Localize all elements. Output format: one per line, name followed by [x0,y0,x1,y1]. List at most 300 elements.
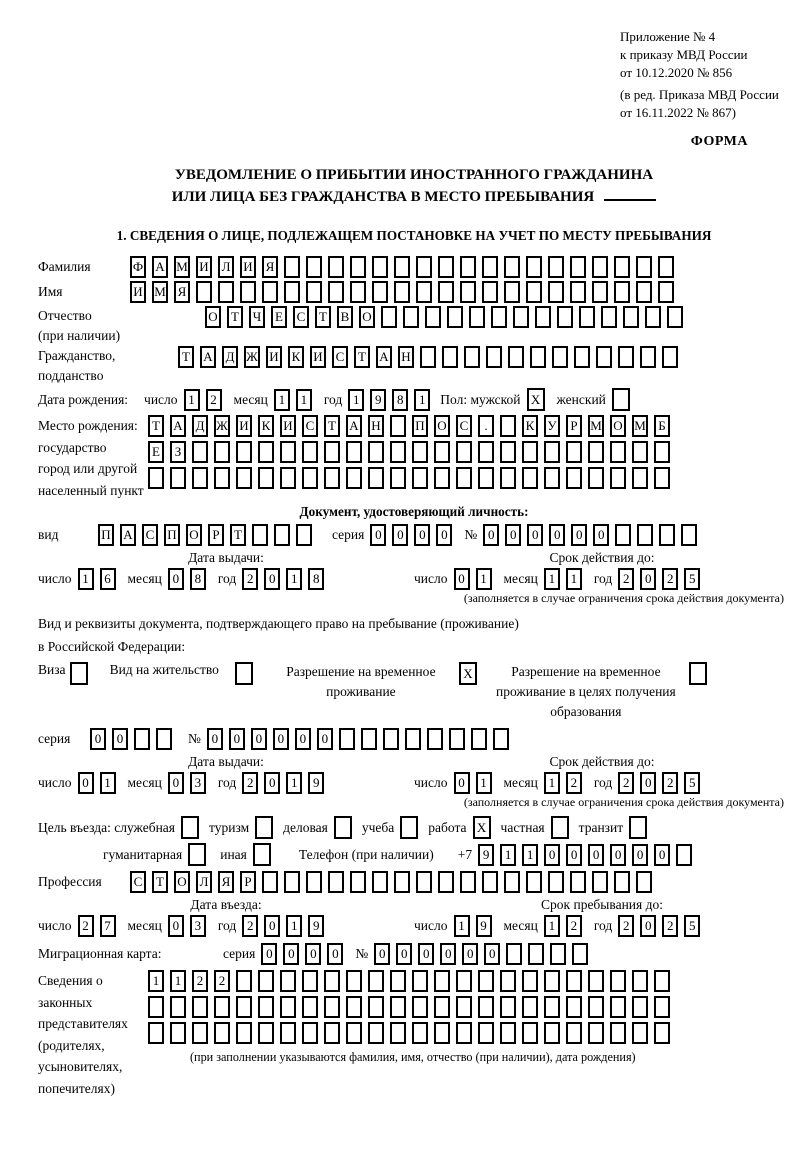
char-cell[interactable] [526,281,542,303]
char-cell[interactable]: 0 [566,844,582,866]
char-cell[interactable]: 0 [261,943,277,965]
char-cell[interactable]: 0 [654,844,670,866]
char-cell[interactable]: Ч [249,306,265,328]
char-cell[interactable]: 1 [544,772,560,794]
char-cell[interactable]: И [196,256,212,278]
char-cell[interactable]: Л [218,256,234,278]
char-cell[interactable] [504,256,520,278]
char-cell[interactable] [610,996,626,1018]
char-cell[interactable]: М [152,281,168,303]
char-cell[interactable] [500,996,516,1018]
char-cell[interactable] [420,346,436,368]
char-cell[interactable] [218,281,234,303]
char-cell[interactable]: 0 [283,943,299,965]
char-cell[interactable] [427,728,443,750]
sex-male-checkbox[interactable]: X [527,388,545,411]
study-checkbox[interactable] [400,816,418,839]
char-cell[interactable] [460,256,476,278]
char-cell[interactable] [368,970,384,992]
char-cell[interactable] [368,1022,384,1044]
char-cell[interactable] [390,996,406,1018]
char-cell[interactable] [623,306,639,328]
char-cell[interactable] [258,1022,274,1044]
char-cell[interactable]: Л [196,871,212,893]
char-cell[interactable] [632,467,648,489]
char-cell[interactable]: 0 [305,943,321,965]
char-cell[interactable] [324,467,340,489]
char-cell[interactable]: 1 [286,772,302,794]
char-cell[interactable]: 0 [229,728,245,750]
char-cell[interactable] [394,281,410,303]
char-cell[interactable] [346,467,362,489]
char-cell[interactable] [236,467,252,489]
char-cell[interactable]: С [302,415,318,437]
char-cell[interactable] [346,996,362,1018]
char-cell[interactable]: И [240,256,256,278]
char-cell[interactable] [302,996,318,1018]
char-cell[interactable] [632,441,648,463]
char-cell[interactable]: 0 [264,772,280,794]
char-cell[interactable] [572,943,588,965]
char-cell[interactable] [196,281,212,303]
char-cell[interactable]: Ж [244,346,260,368]
char-cell[interactable] [192,467,208,489]
char-cell[interactable]: 0 [454,772,470,794]
char-cell[interactable] [346,441,362,463]
char-cell[interactable] [588,1022,604,1044]
char-cell[interactable] [456,996,472,1018]
char-cell[interactable] [579,306,595,328]
char-cell[interactable] [280,970,296,992]
char-cell[interactable] [566,441,582,463]
char-cell[interactable] [526,871,542,893]
char-cell[interactable] [596,346,612,368]
char-cell[interactable] [328,281,344,303]
char-cell[interactable]: А [376,346,392,368]
char-cell[interactable] [614,871,630,893]
char-cell[interactable]: Т [324,415,340,437]
char-cell[interactable]: Р [240,871,256,893]
char-cell[interactable] [381,306,397,328]
char-cell[interactable] [456,441,472,463]
char-cell[interactable]: П [412,415,428,437]
humanitarian-checkbox[interactable] [188,843,206,866]
char-cell[interactable] [416,256,432,278]
char-cell[interactable] [236,996,252,1018]
char-cell[interactable] [681,524,697,546]
char-cell[interactable] [464,346,480,368]
char-cell[interactable] [412,996,428,1018]
char-cell[interactable] [447,306,463,328]
char-cell[interactable]: 0 [593,524,609,546]
char-cell[interactable]: И [236,415,252,437]
char-cell[interactable]: 0 [207,728,223,750]
char-cell[interactable] [636,871,652,893]
char-cell[interactable] [214,441,230,463]
char-cell[interactable] [654,996,670,1018]
char-cell[interactable]: 0 [640,772,656,794]
char-cell[interactable]: 0 [640,568,656,590]
char-cell[interactable]: 1 [544,915,560,937]
char-cell[interactable]: 0 [327,943,343,965]
char-cell[interactable] [438,871,454,893]
char-cell[interactable] [552,346,568,368]
char-cell[interactable]: Т [230,524,246,546]
char-cell[interactable] [566,467,582,489]
char-cell[interactable]: И [130,281,146,303]
char-cell[interactable]: О [610,415,626,437]
char-cell[interactable]: 0 [436,524,452,546]
char-cell[interactable]: 2 [618,568,634,590]
char-cell[interactable]: . [478,415,494,437]
char-cell[interactable]: Н [398,346,414,368]
char-cell[interactable] [434,467,450,489]
char-cell[interactable]: 0 [392,524,408,546]
char-cell[interactable] [544,996,560,1018]
char-cell[interactable] [403,306,419,328]
char-cell[interactable]: 0 [264,915,280,937]
char-cell[interactable] [530,346,546,368]
char-cell[interactable] [478,970,494,992]
char-cell[interactable]: 0 [610,844,626,866]
char-cell[interactable] [592,281,608,303]
char-cell[interactable] [350,871,366,893]
char-cell[interactable]: О [174,871,190,893]
char-cell[interactable]: 0 [264,568,280,590]
char-cell[interactable]: Ф [130,256,146,278]
char-cell[interactable] [262,281,278,303]
char-cell[interactable]: 1 [476,568,492,590]
char-cell[interactable] [442,346,458,368]
char-cell[interactable] [570,281,586,303]
char-cell[interactable] [240,281,256,303]
char-cell[interactable]: 0 [454,568,470,590]
char-cell[interactable] [372,871,388,893]
char-cell[interactable] [394,256,410,278]
char-cell[interactable]: Д [192,415,208,437]
temp-residence-checkbox[interactable]: X [459,662,477,685]
char-cell[interactable]: В [337,306,353,328]
char-cell[interactable]: 5 [684,568,700,590]
char-cell[interactable] [390,441,406,463]
char-cell[interactable] [280,996,296,1018]
char-cell[interactable]: 0 [549,524,565,546]
char-cell[interactable] [486,346,502,368]
char-cell[interactable]: 9 [478,844,494,866]
char-cell[interactable] [588,996,604,1018]
char-cell[interactable]: 0 [370,524,386,546]
char-cell[interactable]: 0 [374,943,390,965]
char-cell[interactable]: 2 [242,772,258,794]
business-checkbox[interactable] [334,816,352,839]
char-cell[interactable] [405,728,421,750]
char-cell[interactable] [328,871,344,893]
char-cell[interactable]: 9 [370,389,386,411]
char-cell[interactable]: 3 [190,915,206,937]
char-cell[interactable] [416,871,432,893]
char-cell[interactable] [434,996,450,1018]
char-cell[interactable] [302,441,318,463]
char-cell[interactable]: 0 [544,844,560,866]
char-cell[interactable]: С [456,415,472,437]
char-cell[interactable]: 9 [308,772,324,794]
char-cell[interactable]: 2 [662,772,678,794]
char-cell[interactable] [654,467,670,489]
char-cell[interactable]: М [632,415,648,437]
char-cell[interactable] [513,306,529,328]
char-cell[interactable] [361,728,377,750]
char-cell[interactable]: К [522,415,538,437]
char-cell[interactable] [478,467,494,489]
char-cell[interactable]: 0 [78,772,94,794]
char-cell[interactable]: С [130,871,146,893]
char-cell[interactable]: А [152,256,168,278]
char-cell[interactable] [394,871,410,893]
char-cell[interactable] [615,524,631,546]
char-cell[interactable]: А [170,415,186,437]
char-cell[interactable] [390,970,406,992]
char-cell[interactable]: О [186,524,202,546]
char-cell[interactable] [170,996,186,1018]
char-cell[interactable] [544,970,560,992]
other-checkbox[interactable] [253,843,271,866]
char-cell[interactable] [610,467,626,489]
char-cell[interactable] [262,871,278,893]
char-cell[interactable] [383,728,399,750]
char-cell[interactable] [236,441,252,463]
char-cell[interactable] [550,943,566,965]
char-cell[interactable] [328,256,344,278]
char-cell[interactable] [306,281,322,303]
char-cell[interactable] [306,871,322,893]
char-cell[interactable]: 0 [317,728,333,750]
char-cell[interactable] [654,970,670,992]
char-cell[interactable] [324,996,340,1018]
char-cell[interactable] [500,1022,516,1044]
char-cell[interactable] [632,996,648,1018]
char-cell[interactable]: 0 [483,524,499,546]
char-cell[interactable] [544,467,560,489]
char-cell[interactable] [368,467,384,489]
char-cell[interactable]: 9 [476,915,492,937]
official-checkbox[interactable] [181,816,199,839]
char-cell[interactable]: 2 [662,568,678,590]
char-cell[interactable]: Я [218,871,234,893]
char-cell[interactable] [170,467,186,489]
char-cell[interactable] [566,1022,582,1044]
char-cell[interactable] [368,441,384,463]
char-cell[interactable]: Е [148,441,164,463]
char-cell[interactable] [296,524,312,546]
char-cell[interactable] [500,441,516,463]
char-cell[interactable]: 0 [396,943,412,965]
char-cell[interactable] [324,970,340,992]
char-cell[interactable]: 2 [618,772,634,794]
char-cell[interactable] [504,281,520,303]
char-cell[interactable]: 2 [214,970,230,992]
char-cell[interactable] [535,306,551,328]
char-cell[interactable]: 0 [273,728,289,750]
char-cell[interactable]: 3 [190,772,206,794]
char-cell[interactable] [645,306,661,328]
char-cell[interactable] [284,281,300,303]
char-cell[interactable] [156,728,172,750]
char-cell[interactable] [324,441,340,463]
char-cell[interactable]: 2 [206,389,222,411]
char-cell[interactable]: 2 [662,915,678,937]
char-cell[interactable] [610,970,626,992]
char-cell[interactable] [659,524,675,546]
char-cell[interactable]: 0 [571,524,587,546]
char-cell[interactable] [548,871,564,893]
char-cell[interactable] [522,970,538,992]
char-cell[interactable]: 0 [588,844,604,866]
char-cell[interactable]: П [164,524,180,546]
char-cell[interactable] [284,256,300,278]
char-cell[interactable]: 0 [505,524,521,546]
char-cell[interactable]: 1 [170,970,186,992]
char-cell[interactable]: 0 [90,728,106,750]
char-cell[interactable] [493,728,509,750]
char-cell[interactable] [574,346,590,368]
char-cell[interactable]: П [98,524,114,546]
char-cell[interactable]: 1 [500,844,516,866]
char-cell[interactable] [548,281,564,303]
char-cell[interactable] [434,1022,450,1044]
char-cell[interactable] [280,1022,296,1044]
char-cell[interactable] [592,871,608,893]
char-cell[interactable] [258,467,274,489]
char-cell[interactable] [544,441,560,463]
char-cell[interactable] [350,256,366,278]
char-cell[interactable]: К [288,346,304,368]
char-cell[interactable]: М [588,415,604,437]
char-cell[interactable] [570,871,586,893]
char-cell[interactable] [482,256,498,278]
char-cell[interactable]: Д [222,346,238,368]
char-cell[interactable] [390,1022,406,1044]
char-cell[interactable] [148,1022,164,1044]
char-cell[interactable]: С [332,346,348,368]
char-cell[interactable] [500,467,516,489]
char-cell[interactable]: 2 [78,915,94,937]
char-cell[interactable]: О [359,306,375,328]
char-cell[interactable]: 0 [168,772,184,794]
char-cell[interactable] [258,441,274,463]
char-cell[interactable] [632,1022,648,1044]
char-cell[interactable] [471,728,487,750]
char-cell[interactable] [390,415,406,437]
char-cell[interactable]: 1 [522,844,538,866]
char-cell[interactable]: 8 [392,389,408,411]
char-cell[interactable]: 9 [308,915,324,937]
char-cell[interactable]: 1 [566,568,582,590]
char-cell[interactable]: 0 [168,915,184,937]
char-cell[interactable] [636,281,652,303]
char-cell[interactable] [274,524,290,546]
char-cell[interactable] [500,415,516,437]
char-cell[interactable] [148,467,164,489]
char-cell[interactable]: Б [654,415,670,437]
char-cell[interactable]: 0 [414,524,430,546]
char-cell[interactable] [478,996,494,1018]
char-cell[interactable] [506,943,522,965]
char-cell[interactable] [504,871,520,893]
char-cell[interactable] [416,281,432,303]
char-cell[interactable]: 0 [484,943,500,965]
char-cell[interactable]: 0 [112,728,128,750]
char-cell[interactable] [614,256,630,278]
visa-checkbox[interactable] [70,662,88,685]
char-cell[interactable] [544,1022,560,1044]
char-cell[interactable]: 5 [684,915,700,937]
char-cell[interactable] [522,996,538,1018]
char-cell[interactable]: 1 [286,915,302,937]
char-cell[interactable] [258,970,274,992]
char-cell[interactable]: Я [174,281,190,303]
char-cell[interactable] [557,306,573,328]
char-cell[interactable] [618,346,634,368]
char-cell[interactable] [412,441,428,463]
char-cell[interactable] [324,1022,340,1044]
char-cell[interactable] [491,306,507,328]
char-cell[interactable]: 6 [100,568,116,590]
char-cell[interactable]: Т [227,306,243,328]
char-cell[interactable] [438,256,454,278]
char-cell[interactable]: И [280,415,296,437]
char-cell[interactable]: Т [178,346,194,368]
char-cell[interactable]: Т [315,306,331,328]
char-cell[interactable] [412,467,428,489]
char-cell[interactable]: И [266,346,282,368]
char-cell[interactable]: О [434,415,450,437]
char-cell[interactable]: С [142,524,158,546]
char-cell[interactable] [460,871,476,893]
char-cell[interactable] [434,970,450,992]
char-cell[interactable] [346,970,362,992]
char-cell[interactable]: 1 [184,389,200,411]
char-cell[interactable] [192,1022,208,1044]
char-cell[interactable]: 0 [295,728,311,750]
char-cell[interactable]: Е [271,306,287,328]
char-cell[interactable] [302,970,318,992]
char-cell[interactable]: 2 [618,915,634,937]
char-cell[interactable] [640,346,656,368]
char-cell[interactable]: 1 [274,389,290,411]
char-cell[interactable]: 8 [308,568,324,590]
transit-checkbox[interactable] [629,816,647,839]
char-cell[interactable] [522,1022,538,1044]
char-cell[interactable]: 1 [100,772,116,794]
char-cell[interactable] [610,1022,626,1044]
char-cell[interactable]: К [258,415,274,437]
char-cell[interactable] [456,970,472,992]
char-cell[interactable]: 0 [640,915,656,937]
char-cell[interactable] [592,256,608,278]
char-cell[interactable]: У [544,415,560,437]
char-cell[interactable] [192,996,208,1018]
char-cell[interactable] [372,281,388,303]
char-cell[interactable] [482,871,498,893]
char-cell[interactable]: О [205,306,221,328]
char-cell[interactable] [522,441,538,463]
char-cell[interactable] [566,970,582,992]
sex-female-checkbox[interactable] [612,388,630,411]
char-cell[interactable] [570,256,586,278]
char-cell[interactable]: 1 [348,389,364,411]
char-cell[interactable] [214,467,230,489]
char-cell[interactable]: А [346,415,362,437]
